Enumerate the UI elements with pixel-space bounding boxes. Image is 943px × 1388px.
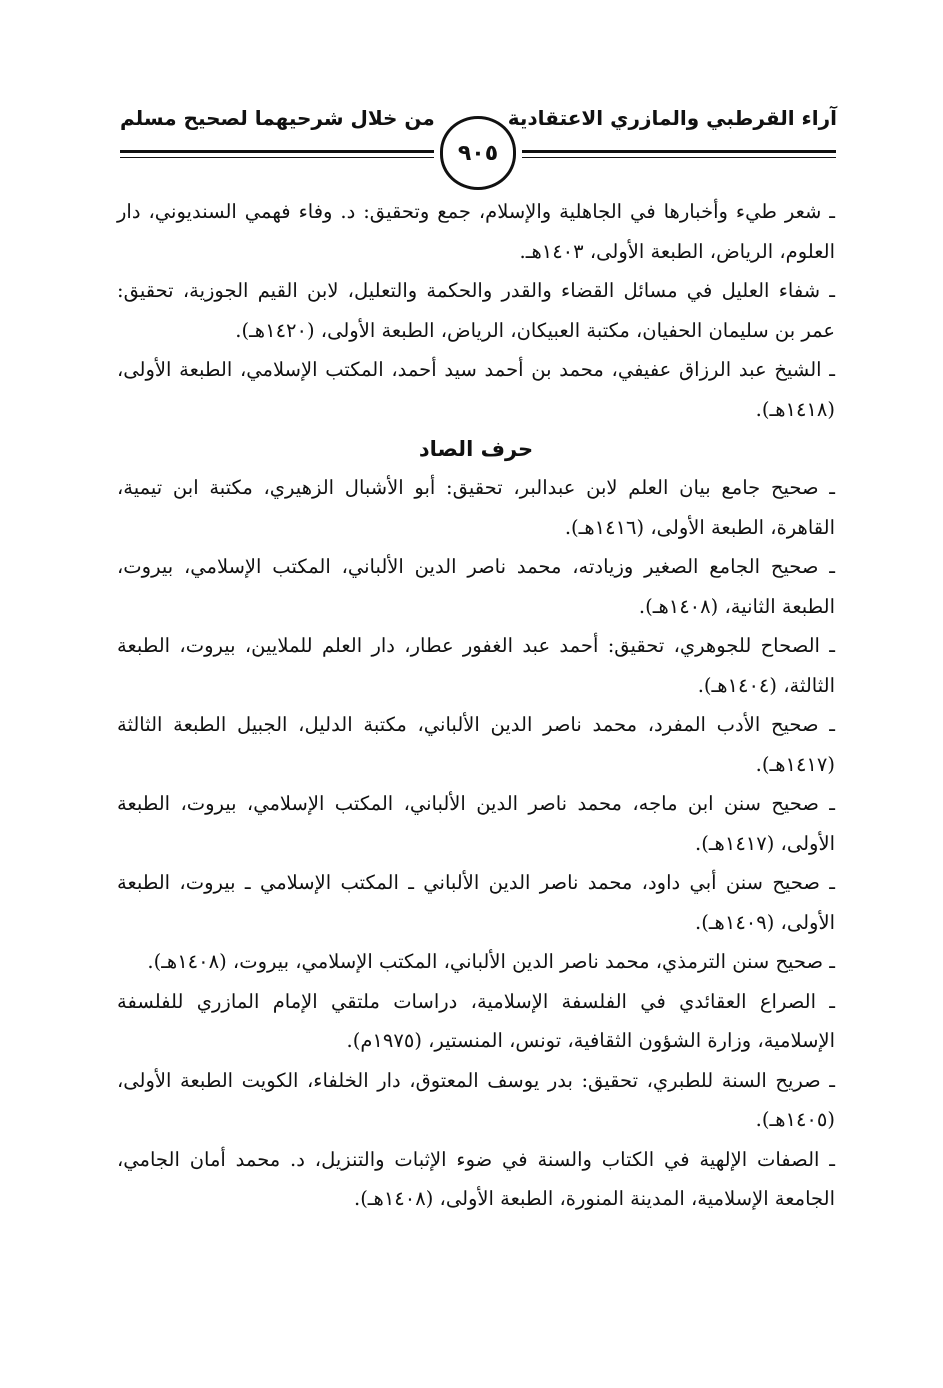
bibliography-entry: ـ الصراع العقائدي في الفلسفة الإسلامية، دراسات ملتقي الإمام المازري للفلسفة الإسلامية، وزارة الشؤون الثقافية، تونس، المنستير، (١٩٧٥م).	[117, 989, 835, 1052]
bibliography-entry: ـ شفاء العليل في مسائل القضاء والقدر والحكمة والتعليل، لابن القيم الجوزية، تحقيق: عمر بن سليمان الحفيان، مكتبة العبيكان، الرياض، الطبعة الأولى، (١٤٢٠هـ).	[117, 279, 835, 342]
bibliography-entry: ـ صحيح سنن أبي داود، محمد ناصر الدين الألباني ـ المكتب الإسلامي ـ بيروت، الطبعة الأولى، (١٤٠٩هـ).	[117, 871, 835, 934]
bibliography-entry: ـ صحيح سنن الترمذي، محمد ناصر الدين الألباني، المكتب الإسلامي، بيروت، (١٤٠٨هـ).	[147, 950, 835, 973]
section-heading: حرف الصاد	[418, 437, 534, 461]
bibliography-entry: ـ شعر طيء وأخبارها في الجاهلية والإسلام، جمع وتحقيق: د. وفاء فهمي السنديوني، دار العلوم، الرياض، الطبعة الأولى، ١٤٠٣هـ.	[117, 200, 835, 263]
bibliography-entry: ـ صحيح الأدب المفرد، محمد ناصر الدين الألباني، مكتبة الدليل، الجبيل الطبعة الثالثة (١٤١٧هـ).	[117, 713, 835, 776]
header-rule-left-thick	[120, 150, 434, 153]
running-header-subtitle: من خلال شرحيهما لصحيح مسلم	[120, 106, 435, 130]
header-rule-left-thin	[120, 157, 434, 158]
header-rule-right-thick	[522, 150, 836, 153]
bibliography-entry: ـ الصفات الإلهية في الكتاب والسنة في ضوء الإثبات والتنزيل، د. محمد أمان الجامي، الجامعة الإسلامية، المدينة المنورة، الطبعة الأولى، (١٤٠٨هـ).	[117, 1147, 835, 1210]
bibliography-entry: ـ صحيح الجامع الصغير وزيادته، محمد ناصر الدين الألباني، المكتب الإسلامي، بيروت، الطبعة الثانية، (١٤٠٨هـ).	[117, 555, 835, 618]
bibliography-entry: ـ الصحاح للجوهري، تحقيق: أحمد عبد الغفور عطار، دار العلم للملايين، بيروت، الطبعة الثالثة، (١٤٠٤هـ).	[117, 634, 835, 697]
header-rule-right-thin	[522, 157, 836, 158]
bibliography-entry: ـ صحيح سنن ابن ماجه، محمد ناصر الدين الألباني، المكتب الإسلامي، بيروت، الطبعة الأولى، (١٤١٧هـ).	[117, 792, 835, 855]
bibliography-list	[117, 192, 835, 1219]
running-header-book-title: آراء القرطبي والمازري الاعتقادية	[507, 106, 837, 130]
bibliography-entry: ـ صريح السنة للطبري، تحقيق: بدر يوسف المعتوق، دار الخلفاء، الكويت الطبعة الأولى، (١٤٠٥هـ).	[117, 1068, 835, 1131]
page-number-text: ٩٠٥	[457, 140, 499, 166]
bibliography-entry: ـ صحيح جامع بيان العلم لابن عبدالبر، تحقيق: أبو الأشبال الزهيري، مكتبة ابن تيمية، القاهرة، الطبعة الأولى، (١٤١٦هـ).	[117, 476, 835, 539]
page-number	[440, 116, 516, 190]
bibliography-entry: ـ الشيخ عبد الرزاق عفيفي، محمد بن أحمد سيد أحمد، المكتب الإسلامي، الطبعة الأولى، (١٤١٨هـ).	[117, 358, 835, 421]
